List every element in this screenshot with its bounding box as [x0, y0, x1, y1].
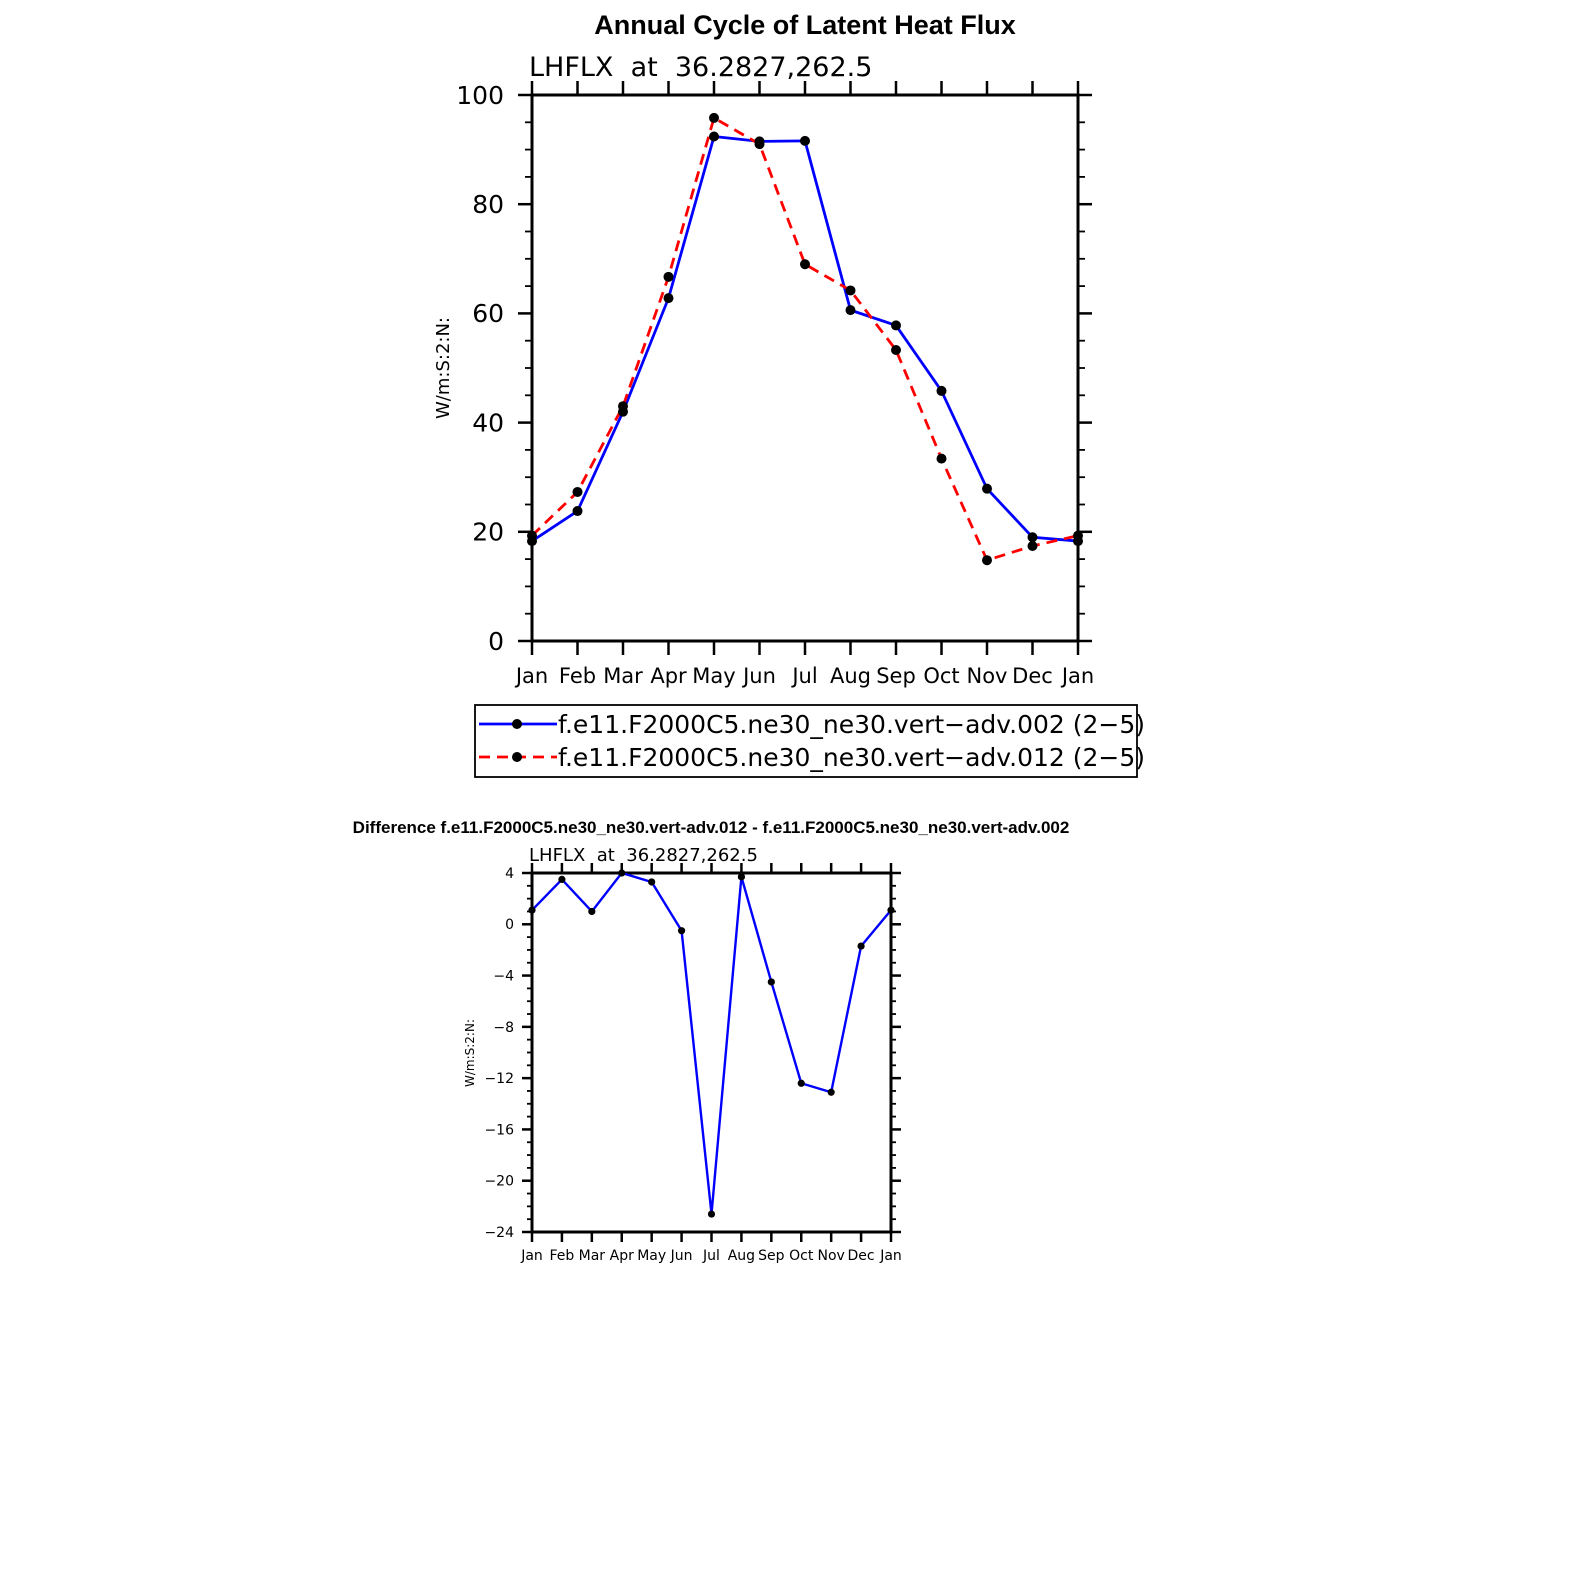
legend-label-series-1: f.e11.F2000C5.ne30_ne30.vert−adv.002 (2−5)	[558, 710, 1146, 739]
series-2-point	[982, 555, 992, 565]
main-title: Annual Cycle of Latent Heat Flux	[594, 10, 1016, 40]
series-2-point	[527, 531, 537, 541]
y-tick-label: −16	[484, 1122, 514, 1139]
series-1-point	[828, 1089, 835, 1096]
bottom-subtitle: LHFLX at 36.2827,262.5	[529, 845, 758, 866]
top-axes	[456, 81, 1094, 688]
x-tick-label: Feb	[558, 664, 597, 688]
y-tick-label: 4	[505, 865, 514, 882]
plot-frame	[532, 95, 1078, 641]
bottom-axes	[484, 863, 901, 1264]
y-tick-label: −4	[493, 968, 514, 985]
y-tick-label: 40	[472, 408, 504, 438]
legend-marker-series-2	[512, 752, 522, 762]
series-2-point	[664, 272, 674, 282]
series-line-1	[532, 873, 891, 1214]
x-tick-label: Jan	[880, 1248, 902, 1264]
legend-marker-series-1	[512, 719, 522, 729]
x-tick-label: Nov	[817, 1248, 845, 1264]
series-1-point	[738, 873, 745, 880]
top-series	[527, 113, 1083, 565]
series-1-point	[678, 927, 685, 934]
series-2-point	[618, 401, 628, 411]
x-tick-label: May	[637, 1248, 667, 1264]
series-2-point	[1073, 531, 1083, 541]
series-1-point	[937, 386, 947, 396]
x-tick-label: Jul	[703, 1248, 720, 1264]
y-tick-label: −20	[484, 1173, 514, 1190]
series-1-point	[528, 907, 535, 914]
series-1-point	[891, 320, 901, 330]
series-1-point	[1028, 532, 1038, 542]
y-tick-label: 80	[472, 189, 504, 219]
legend	[475, 705, 1145, 777]
bottom-y-axis-label: W/m:S:2:N:	[463, 1019, 477, 1087]
series-2-point	[1028, 541, 1038, 551]
series-1-point	[588, 908, 595, 915]
series-2-point	[800, 259, 810, 269]
x-tick-label: Sep	[758, 1248, 785, 1264]
y-tick-label: −24	[484, 1224, 514, 1241]
x-tick-label: Jun	[670, 1248, 693, 1264]
series-1-point	[800, 136, 810, 146]
x-tick-label: Apr	[650, 664, 687, 688]
series-2-point	[937, 454, 947, 464]
x-tick-label: Nov	[966, 664, 1008, 688]
y-tick-label: 20	[472, 517, 504, 547]
series-1-point	[887, 907, 894, 914]
series-1-point	[768, 978, 775, 985]
plot-frame	[532, 873, 891, 1232]
x-tick-label: Jan	[1061, 664, 1095, 688]
legend-label-series-2: f.e11.F2000C5.ne30_ne30.vert−adv.012 (2−5)	[558, 743, 1146, 772]
x-tick-label: Mar	[578, 1248, 606, 1264]
x-tick-label: Jun	[743, 664, 776, 688]
series-2-point	[573, 487, 583, 497]
y-tick-label: −8	[493, 1019, 514, 1036]
x-tick-label: Apr	[609, 1248, 634, 1264]
y-tick-label: 0	[488, 626, 504, 656]
series-2-point	[709, 113, 719, 123]
series-2-point	[891, 345, 901, 355]
series-1-point	[708, 1210, 715, 1217]
series-line-1	[532, 136, 1078, 541]
series-1-point	[664, 293, 674, 303]
x-tick-label: Oct	[789, 1248, 814, 1264]
series-1-point	[982, 484, 992, 494]
y-tick-label: 60	[472, 299, 504, 329]
lhflx-annual-cycle-chart	[433, 52, 1094, 688]
x-tick-label: Jul	[792, 664, 818, 688]
top-subtitle: LHFLX at 36.2827,262.5	[529, 52, 873, 83]
x-tick-label: Mar	[603, 664, 643, 688]
series-1-point	[573, 506, 583, 516]
difference-chart	[463, 845, 902, 1264]
series-1-point	[618, 869, 625, 876]
x-tick-label: Aug	[727, 1248, 756, 1264]
x-tick-label: Dec	[1012, 664, 1053, 688]
bottom-series	[528, 869, 894, 1217]
series-1-point	[798, 1080, 805, 1087]
difference-title: Difference f.e11.F2000C5.ne30_ne30.vert-adv.012 - f.e11.F2000C5.ne30_ne30.vert-adv.002	[352, 818, 1070, 837]
series-1-point	[558, 876, 565, 883]
series-1-point	[857, 942, 864, 949]
series-1-point	[648, 878, 655, 885]
series-1-point	[846, 305, 856, 315]
x-tick-label: Dec	[847, 1248, 875, 1264]
x-tick-label: Oct	[923, 664, 960, 688]
x-tick-label: Sep	[876, 664, 916, 688]
top-y-axis-label: W/m:S:2:N:	[433, 317, 454, 419]
x-tick-label: Aug	[829, 664, 872, 688]
x-tick-label: Feb	[549, 1248, 575, 1264]
x-tick-label: Jan	[515, 664, 549, 688]
y-tick-label: −12	[484, 1071, 514, 1088]
series-2-point	[846, 285, 856, 295]
y-tick-label: 100	[456, 80, 504, 110]
x-tick-label: Jan	[521, 1248, 543, 1264]
series-1-point	[709, 131, 719, 141]
x-tick-label: May	[692, 664, 736, 688]
y-tick-label: 0	[505, 917, 514, 934]
series-2-point	[755, 139, 765, 149]
series-line-2	[532, 118, 1078, 560]
